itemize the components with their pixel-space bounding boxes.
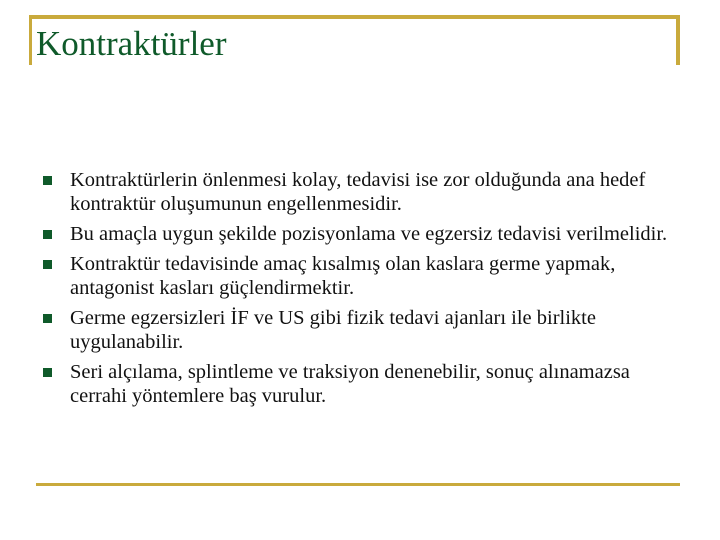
bullet-text: Kontraktürlerin önlenmesi kolay, tedavisi ise zor olduğunda ana hedef kontraktür oluşumunun engellenmesidir. [70, 169, 646, 215]
slide-title: Kontraktürler [36, 24, 227, 63]
bottom-border-line [36, 483, 680, 486]
list-item [43, 360, 683, 408]
left-border-line [29, 15, 32, 65]
square-bullet-icon [43, 176, 52, 185]
bullet-list [43, 168, 683, 408]
square-bullet-icon [43, 260, 52, 269]
square-bullet-icon [43, 230, 52, 239]
square-bullet-icon [43, 368, 52, 377]
list-item [43, 222, 683, 246]
list-item [43, 306, 683, 354]
bullet-text: Bu amaçla uygun şekilde pozisyonlama ve egzersiz tedavisi verilmelidir. [70, 223, 668, 245]
square-bullet-icon [43, 314, 52, 323]
bullet-text: Kontraktür tedavisinde amaç kısalmış olan kaslara germe yapmak, antagonist kasları güçlendirmektir. [70, 253, 616, 299]
list-item [43, 252, 683, 300]
list-item [43, 168, 683, 216]
top-border-line [32, 15, 680, 19]
bullet-text: Germe egzersizleri İF ve US gibi fizik tedavi ajanları ile birlikte uygulanabilir. [70, 307, 596, 353]
bullet-text: Seri alçılama, splintleme ve traksiyon denenebilir, sonuç alınamazsa cerrahi yöntemlere baş vurulur. [70, 361, 630, 407]
right-border-line [676, 15, 680, 65]
